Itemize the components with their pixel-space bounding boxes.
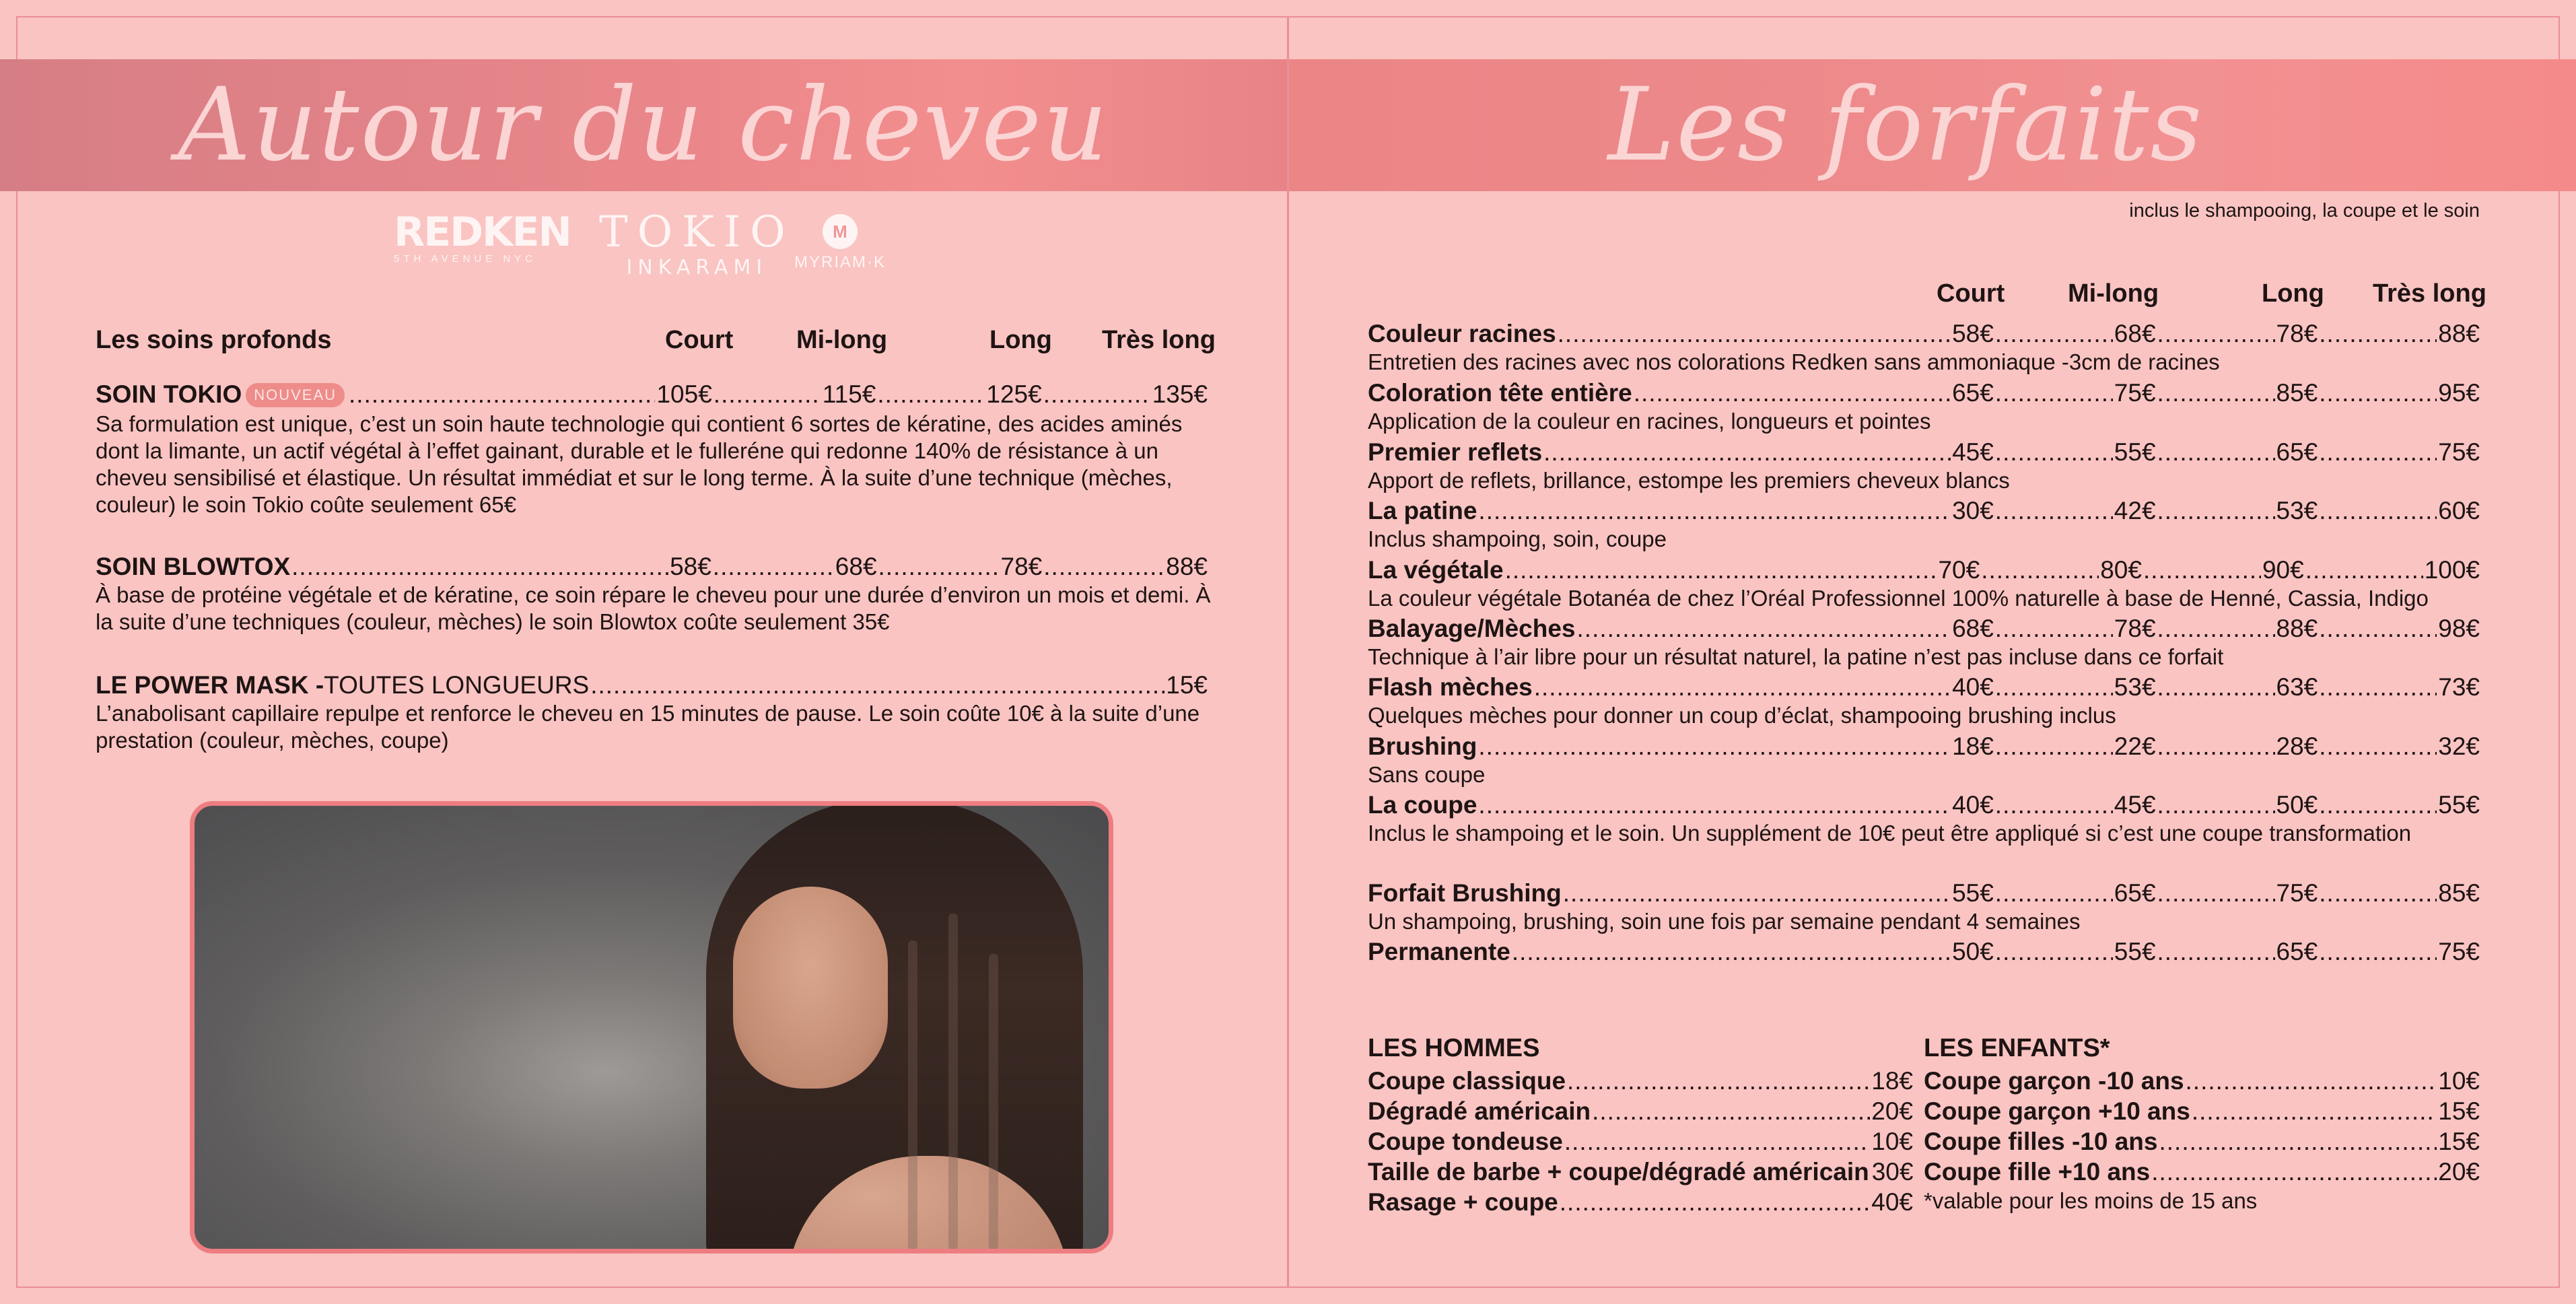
forfait-10-row xyxy=(1368,937,2480,967)
hair-model-photo xyxy=(190,801,1113,1254)
forfait-3-price-long: 53€ xyxy=(2276,497,2318,524)
forfait-9-row xyxy=(1368,879,2480,908)
leader-dots xyxy=(1995,790,2113,820)
forfait-6-price-long: 63€ xyxy=(2276,673,2318,701)
forfait-0-price-long: 78€ xyxy=(2276,320,2318,347)
forfait-7-price-court: 18€ xyxy=(1952,732,1994,760)
leader-dots xyxy=(1478,496,1951,526)
leader-dots xyxy=(2319,937,2437,967)
right-page-title: Les forfaits xyxy=(1607,67,2204,184)
hommes-item-row xyxy=(1368,1097,1913,1126)
forfait-10-price-tres-long: 75€ xyxy=(2438,938,2480,965)
forfait-10-name: Permanente xyxy=(1368,938,1510,965)
leader-dots xyxy=(2305,555,2423,585)
forfait-5-price-long: 88€ xyxy=(2276,615,2318,642)
soin-tokio-price-mi-long: 115€ xyxy=(822,380,876,408)
leader-dots xyxy=(1478,732,1951,761)
forfaits-col-court: Court xyxy=(1937,279,2005,308)
enfants-item-name: Coupe fille +10 ans xyxy=(1924,1158,2151,1186)
myriam-k-logo-text: MYRIAM·K xyxy=(794,253,886,271)
forfait-5-name: Balayage/Mèches xyxy=(1368,615,1576,642)
forfait-5-description: Technique à l’air libre pour un résultat naturel, la patine n’est pas incluse dans ce forfait xyxy=(1368,644,2224,669)
photo-hair-highlight xyxy=(989,954,998,1250)
forfaits-col-mi-long: Mi-long xyxy=(2068,279,2159,308)
forfaits-subtitle: inclus le shampooing, la coupe et le soin xyxy=(2129,200,2480,221)
soin-blowtox-price-mi-long: 68€ xyxy=(835,553,877,580)
forfait-4-price-long: 90€ xyxy=(2262,556,2304,584)
left-title-banner xyxy=(0,59,1287,191)
right-title-banner xyxy=(1289,59,2576,191)
hommes-item-row xyxy=(1368,1157,1913,1187)
forfait-2-description: Apport de reflets, brillance, estompe les premiers cheveux blancs xyxy=(1368,468,2010,493)
enfants-item-row xyxy=(1924,1157,2480,1187)
leader-dots xyxy=(1512,937,1951,967)
soin-blowtox-name: SOIN BLOWTOX xyxy=(96,553,291,580)
leader-dots xyxy=(878,552,1000,582)
forfait-6-description: Quelques mèches pour donner un coup d’éclat, shampooing brushing inclus xyxy=(1368,703,2116,728)
leader-dots xyxy=(1995,673,2113,702)
leader-dots xyxy=(2319,879,2437,908)
hommes-item-row xyxy=(1368,1127,1913,1157)
enfants-item-row xyxy=(1924,1127,2480,1157)
leader-dots xyxy=(1563,879,1951,908)
leader-dots xyxy=(1534,673,1951,702)
photo-face-shape xyxy=(733,887,888,1089)
brand-logos xyxy=(390,209,915,283)
power-mask-description: L’anabolisant capillaire repulpe et renforce le cheveu en 15 minutes de pause. Le soin coûte 10€ à la suite d’une prestation (couleur, mèches, coupe) xyxy=(96,701,1200,753)
soins-section-title: Les soins profonds xyxy=(96,326,332,354)
forfait-1-price-court: 65€ xyxy=(1952,379,1994,407)
forfait-3-description: Inclus shampoing, soin, coupe xyxy=(1368,526,1667,551)
redken-logo-text: REDKEN xyxy=(394,209,571,256)
soin-tokio-price-long: 125€ xyxy=(986,380,1042,408)
forfait-8-name: La coupe xyxy=(1368,791,1477,819)
enfants-item-price: 15€ xyxy=(2438,1128,2480,1155)
forfait-5-price-mi-long: 78€ xyxy=(2114,615,2156,642)
soin-blowtox-description: À base de protéine végétale et de kératine, ce soin répare le cheveu pour une durée d’environ un mois et demi. À la suite d’une techniques (couleur, mèches) le soin Blowtox coûte seulement 35€ xyxy=(96,582,1211,634)
enfants-item-price: 10€ xyxy=(2438,1067,2480,1095)
tokio-logo xyxy=(599,209,795,279)
forfait-9-description: Un shampoing, brushing, soin une fois par semaine pendant 4 semaines xyxy=(1368,909,2081,934)
myriam-k-logo xyxy=(794,214,886,272)
leader-dots xyxy=(1995,496,2113,526)
leader-dots xyxy=(1995,614,2113,644)
leader-dots xyxy=(1558,319,1951,349)
hommes-item-name: Taille de barbe + coupe/dégradé américain xyxy=(1368,1158,1869,1186)
forfait-3-name: La patine xyxy=(1368,497,1477,524)
redken-logo-subtext: 5TH AVENUE NYC xyxy=(394,253,537,265)
leader-dots xyxy=(1995,319,2113,349)
soin-blowtox-price-court: 58€ xyxy=(670,553,711,580)
forfait-3-price-tres-long: 60€ xyxy=(2438,497,2480,524)
soins-col-tres-long: Très long xyxy=(1102,326,1216,354)
forfait-9-price-court: 55€ xyxy=(1952,879,1994,907)
soin-tokio-price-tres-long: 135€ xyxy=(1152,380,1208,408)
leader-dots xyxy=(2319,673,2437,702)
forfait-2-price-mi-long: 55€ xyxy=(2114,438,2156,466)
soins-col-court: Court xyxy=(665,326,734,354)
leader-dots xyxy=(713,380,821,409)
forfait-2-price-court: 45€ xyxy=(1952,438,1994,466)
leader-dots xyxy=(2319,614,2437,644)
forfait-4-price-tres-long: 100€ xyxy=(2424,556,2480,584)
leader-dots xyxy=(2157,319,2275,349)
forfait-0-price-mi-long: 68€ xyxy=(2114,320,2156,347)
forfaits-col-tres-long: Très long xyxy=(2373,279,2486,308)
soins-col-mi-long: Mi-long xyxy=(796,326,888,354)
leader-dots xyxy=(2319,438,2437,467)
hommes-item-price: 40€ xyxy=(1871,1188,1913,1216)
leader-dots xyxy=(1567,1066,1870,1096)
forfait-1-price-tres-long: 95€ xyxy=(2438,379,2480,407)
photo-hair-highlight xyxy=(948,914,958,1250)
forfait-0-price-court: 58€ xyxy=(1952,320,1994,347)
power-mask-row xyxy=(96,671,1208,700)
redken-logo xyxy=(394,209,571,265)
soin-tokio-row xyxy=(96,380,1208,409)
forfait-6-price-mi-long: 53€ xyxy=(2114,673,2156,701)
forfait-1-price-long: 85€ xyxy=(2276,379,2318,407)
forfait-6-name: Flash mèches xyxy=(1368,673,1533,701)
leader-dots xyxy=(1995,438,2113,467)
leader-dots xyxy=(2157,790,2275,820)
forfait-0-description: Entretien des racines avec nos colorations Redken sans ammoniaque -3cm de racines xyxy=(1368,349,2220,374)
forfait-1-price-mi-long: 75€ xyxy=(2114,379,2156,407)
forfait-10-price-long: 65€ xyxy=(2276,938,2318,965)
enfants-item-name: Coupe garçon -10 ans xyxy=(1924,1067,2184,1095)
soin-tokio-price-court: 105€ xyxy=(656,380,712,408)
hommes-title: LES HOMMES xyxy=(1368,1034,1540,1062)
power-mask-name: LE POWER MASK - xyxy=(96,671,324,699)
leader-dots xyxy=(1043,552,1164,582)
forfait-2-price-long: 65€ xyxy=(2276,438,2318,466)
hommes-item-price: 18€ xyxy=(1871,1067,1913,1095)
leader-dots xyxy=(2192,1097,2437,1126)
soin-blowtox-price-long: 78€ xyxy=(1000,553,1043,580)
leader-dots xyxy=(877,380,985,409)
leader-dots xyxy=(1981,555,2099,585)
forfait-4-name: La végétale xyxy=(1368,556,1504,584)
forfait-6-price-tres-long: 73€ xyxy=(2438,673,2480,701)
soin-tokio-description: Sa formulation est unique, c’est un soin haute technologie qui contient 6 sortes de kératine, des acides aminés dont la limante, un actif végétal à l’effet gainant, durable et le fulleréne qui redonne 140% de résistance à un cheveu sensibilisé et élastique. Un résultat immédiat et sur le long terme. À la suite d’une technique (mèches, couleur) le soin Tokio coûte seulement 65€ xyxy=(96,411,1183,517)
page-divider xyxy=(1287,16,1289,1288)
hommes-item-name: Dégradé américain xyxy=(1368,1097,1591,1125)
leader-dots xyxy=(2151,1157,2437,1187)
soin-blowtox-row xyxy=(96,552,1208,582)
hommes-item-row xyxy=(1368,1066,1913,1096)
forfait-7-price-long: 28€ xyxy=(2276,732,2318,760)
left-page-title: Autour du cheveu xyxy=(178,67,1109,184)
leader-dots xyxy=(2157,673,2275,702)
forfait-2-price-tres-long: 75€ xyxy=(2438,438,2480,466)
forfait-9-name: Forfait Brushing xyxy=(1368,879,1562,907)
leader-dots xyxy=(2319,732,2437,761)
leader-dots xyxy=(2157,438,2275,467)
leader-dots xyxy=(1505,555,1937,585)
power-mask-price: 15€ xyxy=(1166,671,1208,699)
enfants-item-name: Coupe garçon +10 ans xyxy=(1924,1097,2190,1125)
nouveau-badge: NOUVEAU xyxy=(246,383,345,407)
leader-dots xyxy=(2157,937,2275,967)
leader-dots xyxy=(2186,1066,2437,1096)
forfait-10-price-mi-long: 55€ xyxy=(2114,938,2156,965)
leader-dots xyxy=(2157,496,2275,526)
forfait-4-price-court: 70€ xyxy=(1938,556,1980,584)
forfait-7-row xyxy=(1368,732,2480,761)
leader-dots xyxy=(2143,555,2261,585)
power-mask-suffix: TOUTES LONGUEURS xyxy=(324,671,590,699)
forfait-8-price-long: 50€ xyxy=(2276,791,2318,819)
leader-dots xyxy=(2157,378,2275,408)
forfait-6-row xyxy=(1368,673,2480,702)
forfait-1-row xyxy=(1368,378,2480,408)
forfait-3-price-court: 30€ xyxy=(1952,497,1994,524)
forfait-4-price-mi-long: 80€ xyxy=(2100,556,2142,584)
leader-dots xyxy=(2319,319,2437,349)
forfait-9-price-tres-long: 85€ xyxy=(2438,879,2480,907)
forfait-6-price-court: 40€ xyxy=(1952,673,1994,701)
forfait-9-price-long: 75€ xyxy=(2276,879,2318,907)
enfants-item-name: Coupe filles -10 ans xyxy=(1924,1128,2158,1155)
forfait-7-price-mi-long: 22€ xyxy=(2114,732,2156,760)
soin-blowtox-price-tres-long: 88€ xyxy=(1166,553,1208,580)
tokio-logo-subtext: INKARAMI xyxy=(626,256,768,279)
forfait-8-price-court: 40€ xyxy=(1952,791,1994,819)
leader-dots xyxy=(1577,614,1951,644)
myriam-k-emblem: M xyxy=(823,214,858,249)
hommes-item-price: 30€ xyxy=(1871,1158,1914,1186)
enfants-note: *valable pour les moins de 15 ans xyxy=(1924,1188,2258,1213)
enfants-item-price: 15€ xyxy=(2438,1097,2480,1125)
forfait-0-price-tres-long: 88€ xyxy=(2438,320,2480,347)
leader-dots xyxy=(1592,1097,1870,1126)
leader-dots xyxy=(291,552,668,582)
forfait-4-row xyxy=(1368,555,2480,585)
leader-dots xyxy=(713,552,834,582)
forfait-2-row xyxy=(1368,438,2480,467)
leader-dots xyxy=(349,380,655,409)
forfait-0-row xyxy=(1368,319,2480,349)
forfait-3-row xyxy=(1368,496,2480,526)
leader-dots xyxy=(1995,937,2113,967)
forfait-1-name: Coloration tête entière xyxy=(1368,379,1632,407)
leader-dots xyxy=(2319,790,2437,820)
leader-dots xyxy=(2319,378,2437,408)
hommes-item-name: Rasage + coupe xyxy=(1368,1188,1558,1216)
forfait-5-price-tres-long: 98€ xyxy=(2438,615,2480,642)
forfait-8-row xyxy=(1368,790,2480,820)
forfait-3-price-mi-long: 42€ xyxy=(2114,497,2156,524)
hommes-item-name: Coupe classique xyxy=(1368,1067,1566,1095)
forfait-8-price-mi-long: 45€ xyxy=(2114,791,2156,819)
forfaits-col-long: Long xyxy=(2262,279,2324,308)
soins-col-long: Long xyxy=(989,326,1052,354)
forfait-7-name: Brushing xyxy=(1368,732,1477,760)
leader-dots xyxy=(1543,438,1951,467)
enfants-item-price: 20€ xyxy=(2438,1158,2480,1186)
leader-dots xyxy=(1564,1127,1870,1157)
forfait-10-price-court: 50€ xyxy=(1952,938,1994,965)
forfait-7-price-tres-long: 32€ xyxy=(2438,732,2480,760)
leader-dots xyxy=(2159,1127,2437,1157)
hommes-item-price: 20€ xyxy=(1871,1097,1913,1125)
leader-dots xyxy=(2157,879,2275,908)
leader-dots xyxy=(2157,614,2275,644)
hommes-item-name: Coupe tondeuse xyxy=(1368,1128,1563,1155)
forfait-1-description: Application de la couleur en racines, longueurs et pointes xyxy=(1368,409,1931,434)
leader-dots xyxy=(1560,1188,1871,1217)
leader-dots xyxy=(2157,732,2275,761)
tokio-logo-text: TOKIO xyxy=(599,207,795,257)
forfait-2-name: Premier reflets xyxy=(1368,438,1543,466)
leader-dots xyxy=(1634,378,1951,408)
leader-dots xyxy=(1995,879,2113,908)
photo-hair-highlight xyxy=(908,940,917,1250)
forfait-5-row xyxy=(1368,614,2480,644)
forfait-7-description: Sans coupe xyxy=(1368,762,1486,787)
hommes-item-row xyxy=(1368,1188,1913,1217)
forfait-0-name: Couleur racines xyxy=(1368,320,1556,347)
leader-dots xyxy=(1478,790,1951,820)
enfants-item-row xyxy=(1924,1097,2480,1126)
leader-dots xyxy=(1995,378,2113,408)
forfait-9-price-mi-long: 65€ xyxy=(2114,879,2156,907)
forfait-8-description: Inclus le shampoing et le soin. Un supplément de 10€ peut être appliqué si c’est une coupe transformation xyxy=(1368,821,2412,846)
enfants-item-row xyxy=(1924,1066,2480,1096)
soin-tokio-name: SOIN TOKIO xyxy=(96,380,242,408)
leader-dots xyxy=(1995,732,2113,761)
forfait-8-price-tres-long: 55€ xyxy=(2438,791,2480,819)
leader-dots xyxy=(590,671,1164,700)
forfait-5-price-court: 68€ xyxy=(1952,615,1994,642)
leader-dots xyxy=(1043,380,1151,409)
enfants-title: LES ENFANTS* xyxy=(1924,1034,2110,1062)
hommes-item-price: 10€ xyxy=(1871,1128,1913,1155)
leader-dots xyxy=(2319,496,2437,526)
forfait-4-description: La couleur végétale Botanéa de chez l’Oréal Professionnel 100% naturelle à base de Henné, Cassia, Indigo xyxy=(1368,586,2429,611)
